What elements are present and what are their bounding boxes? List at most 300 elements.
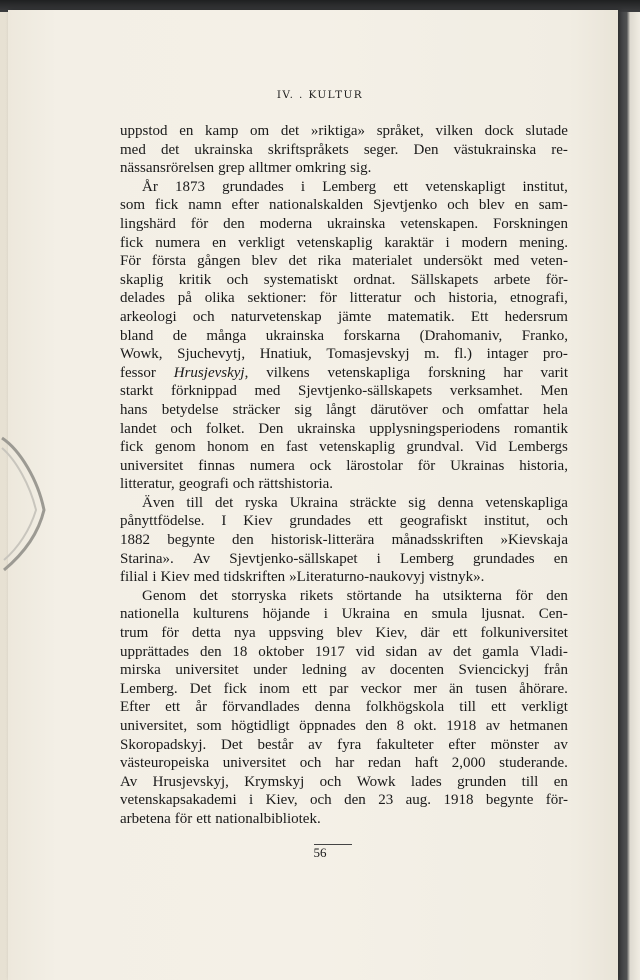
word: Wowk: [356, 773, 396, 790]
text-line: [120, 624, 568, 643]
word: Sjevtjenko-sällskapet: [229, 550, 358, 567]
word: Det: [221, 736, 243, 753]
word: av: [428, 643, 443, 660]
word: historisk-litterära: [271, 532, 375, 549]
body-text: [120, 122, 568, 829]
word: pro-: [542, 346, 568, 363]
word: (Drahomaniv,: [419, 327, 503, 344]
word: blev: [478, 197, 505, 214]
word: inom: [259, 680, 290, 697]
word: moderna: [259, 215, 313, 232]
word: docenten: [389, 662, 445, 679]
word: bland: [120, 327, 154, 344]
text-line: [120, 382, 568, 401]
word: Starina».: [120, 550, 174, 567]
text-line: [120, 178, 568, 197]
word: 8: [396, 718, 405, 734]
word: etnografi,: [510, 290, 568, 307]
word: hela: [542, 401, 568, 418]
word: Ett: [470, 308, 489, 325]
word: varit: [540, 364, 568, 381]
word: vid: [355, 643, 375, 660]
text-line: [120, 401, 568, 420]
word: fick: [120, 234, 144, 251]
word: nationalskalden: [268, 197, 364, 214]
word: rika: [317, 253, 342, 270]
word: pånyttfödelse.: [120, 513, 205, 530]
word: de: [172, 327, 187, 344]
word: år: [195, 699, 207, 716]
word: Ukrainas: [450, 457, 505, 474]
word: institut,: [522, 178, 568, 195]
word: Kiev: [243, 513, 273, 530]
word: ett: [491, 699, 507, 716]
word: starkt: [120, 383, 154, 400]
word: öppnades: [299, 718, 356, 734]
word: 1917: [314, 643, 345, 660]
word: denna: [437, 494, 474, 511]
word: nationella: [120, 606, 180, 623]
word: där: [420, 625, 440, 642]
word: som: [120, 197, 146, 214]
word: Av: [120, 773, 138, 790]
word: genom: [154, 439, 196, 456]
word: tidskriften: [223, 569, 286, 586]
word: »Kievskaja: [500, 532, 568, 549]
word: grep: [218, 160, 245, 177]
word: m.: [424, 346, 440, 363]
word: för: [417, 457, 436, 474]
word: för-: [545, 792, 568, 809]
word: fyra: [337, 736, 362, 753]
word: har: [335, 755, 355, 772]
word: hans: [120, 401, 148, 418]
word: med: [493, 253, 520, 270]
word: olika: [204, 290, 235, 307]
word: och: [414, 290, 436, 307]
word: som: [196, 718, 222, 734]
text-line: [120, 810, 568, 829]
word: till: [186, 494, 204, 511]
word: i: [445, 234, 450, 251]
word: lingshärd: [120, 215, 176, 232]
word: det: [214, 494, 234, 511]
word: sträckte: [349, 494, 397, 511]
word: kulturens: [192, 606, 249, 623]
word: Det: [189, 680, 212, 697]
word: namn: [188, 197, 222, 214]
word: och: [310, 792, 332, 809]
word: slutade: [525, 123, 568, 139]
word: fick: [120, 439, 144, 456]
word: långt: [326, 401, 357, 418]
word: 1918: [443, 792, 474, 809]
word: uppsving: [268, 625, 324, 642]
word: Skoropadskyj.: [120, 736, 207, 753]
page-number: 56: [313, 845, 327, 860]
word: dock: [484, 123, 514, 139]
word: och: [170, 420, 193, 437]
word: folkuniversitet: [480, 625, 568, 642]
word: numera: [155, 234, 201, 251]
word: det: [160, 141, 180, 158]
word: geografi: [178, 476, 229, 493]
word: omkring: [295, 160, 347, 177]
word: Ukraina: [341, 606, 390, 623]
word: och: [447, 197, 469, 214]
word: vetenskapligt: [425, 178, 506, 195]
text-line: [120, 122, 568, 141]
word: blev: [336, 625, 363, 642]
word: Wowk,: [120, 346, 163, 363]
text-line: [120, 773, 568, 792]
word: Kiev,: [265, 792, 298, 809]
text-line: [120, 605, 568, 624]
word: på: [177, 290, 192, 307]
word: om: [250, 123, 270, 139]
word: trum: [120, 625, 149, 642]
word: vetenskapliga: [327, 364, 411, 381]
word: har: [503, 364, 523, 381]
word: universitet: [222, 755, 287, 772]
word: arbetena: [120, 810, 171, 827]
word: Hnatiuk,: [259, 346, 312, 363]
text-line: [120, 531, 568, 550]
word: romantik: [513, 420, 568, 437]
word: ha: [415, 587, 430, 604]
word: Sjuchevytj,: [177, 346, 246, 363]
word: vetenskapliga: [485, 494, 568, 511]
word: grundades: [472, 550, 535, 567]
word: modern: [461, 234, 508, 251]
word: grunden: [457, 773, 507, 790]
text-line: [120, 196, 568, 215]
word: efter: [231, 197, 260, 214]
word: i: [152, 569, 157, 586]
word: geografiskt: [399, 513, 468, 530]
word: för: [190, 215, 209, 232]
word: en: [212, 234, 227, 251]
word: lades: [410, 773, 442, 790]
word: karaktär: [384, 234, 434, 251]
word: i: [376, 550, 381, 567]
word: Sjevtjenko: [373, 197, 438, 214]
word: utsikterna: [442, 587, 502, 604]
word: veckor: [360, 680, 402, 697]
word: och: [299, 755, 322, 772]
book-edge: [618, 0, 640, 980]
word: Hrusjevskyj,: [173, 364, 249, 381]
word: och: [319, 773, 342, 790]
text-line: [120, 141, 568, 160]
word: Efter: [120, 699, 150, 716]
word: under: [253, 662, 288, 679]
word: smula: [431, 606, 468, 623]
word: i: [323, 606, 328, 623]
word: historia,: [519, 457, 568, 474]
word: med: [193, 569, 220, 586]
word: den: [344, 792, 366, 809]
word: därutöver: [370, 401, 428, 418]
word: okt.: [413, 718, 437, 734]
word: 18: [232, 643, 248, 660]
word: Men: [540, 383, 568, 400]
word: Vid: [475, 439, 497, 456]
text-line: [120, 308, 568, 327]
word: alltmer: [248, 160, 292, 177]
running-head: IV. . KULTUR: [276, 89, 364, 101]
word: av: [308, 736, 323, 753]
word: vilkens: [266, 364, 310, 381]
word: sträcker: [232, 401, 281, 418]
word: naturvetenskap: [230, 308, 322, 325]
text-line: [120, 494, 568, 513]
word: fick: [223, 680, 247, 697]
text-line: [120, 215, 568, 234]
word: Cen-: [538, 606, 568, 623]
text-line: [120, 568, 568, 587]
word: numera: [249, 457, 295, 474]
word: hedersrum: [504, 308, 568, 325]
word: ett: [452, 625, 468, 642]
text-line: [120, 717, 568, 736]
word: arbete: [493, 271, 531, 288]
word: en: [403, 606, 418, 623]
word: det: [453, 643, 472, 660]
text-line: [120, 420, 568, 439]
word: forskarna: [343, 327, 401, 344]
text-line: [120, 512, 568, 531]
word: gamla: [482, 643, 519, 660]
word: sidan: [385, 643, 418, 660]
word: detta: [191, 625, 221, 642]
word: Av: [192, 550, 211, 567]
word: Vladi-: [529, 643, 568, 660]
word: med: [254, 383, 281, 400]
word: storryska: [231, 587, 287, 604]
word: folket.: [205, 420, 245, 437]
word: För: [120, 253, 141, 270]
word: Kiev,: [375, 625, 408, 642]
word: rikets: [299, 587, 334, 604]
word: forskning: [427, 364, 486, 381]
word: den: [232, 532, 254, 549]
word: studerande.: [499, 755, 568, 772]
word: sig.: [350, 160, 372, 177]
word: systematiskt: [263, 271, 338, 288]
word: ett: [367, 513, 383, 530]
word: aug.: [405, 792, 432, 809]
text-line: [120, 643, 568, 662]
word: Ukraina: [289, 494, 338, 511]
word: västeuropeiska: [120, 755, 210, 772]
word: än: [449, 680, 464, 697]
word: verksamhet.: [449, 383, 523, 400]
word: honom: [207, 439, 249, 456]
text-line: [120, 364, 568, 383]
word: landet: [120, 420, 157, 437]
word: delades: [120, 290, 165, 307]
word: och: [226, 271, 249, 288]
text-line: [120, 438, 568, 457]
word: till: [459, 699, 476, 716]
word: denna: [314, 699, 351, 716]
word: verkligt: [238, 234, 285, 251]
word: Lemberg: [399, 550, 454, 567]
word: Sällskapets: [410, 271, 479, 288]
word: för: [161, 625, 179, 642]
word: »Literaturno-naukovyj: [289, 569, 425, 586]
word: 23: [378, 792, 394, 809]
word: Franko,: [521, 327, 568, 344]
word: grundades: [222, 178, 284, 195]
word: och: [232, 476, 255, 493]
word: upprättades: [120, 643, 190, 660]
word: det: [288, 253, 307, 270]
word: lärostolar: [346, 457, 403, 474]
word: efter: [448, 736, 476, 753]
word: månadsskriften: [391, 532, 484, 549]
word: Lembergs: [508, 439, 568, 456]
text-line: [120, 680, 568, 699]
word: Krymskyj: [244, 773, 305, 790]
word: begynte: [167, 532, 215, 549]
word: det: [199, 587, 218, 604]
word: åhörare.: [519, 680, 568, 697]
word: mer: [413, 680, 437, 697]
word: sig: [408, 494, 426, 511]
word: universitet: [120, 457, 184, 474]
word: och: [442, 401, 464, 418]
word: ett: [196, 810, 212, 827]
word: blev: [251, 253, 278, 270]
text-line: [120, 661, 568, 680]
word: första: [151, 253, 187, 270]
word: intager: [486, 346, 529, 363]
word: finnas: [198, 457, 235, 474]
word: veten-: [530, 253, 568, 270]
word: nationalbibliotek.: [215, 810, 321, 827]
word: ock: [309, 457, 332, 474]
word: Även: [142, 494, 175, 511]
word: av: [553, 736, 568, 753]
word: med: [120, 141, 146, 158]
word: den: [199, 643, 222, 660]
word: Forskningen: [492, 215, 568, 232]
word: höjande: [262, 606, 310, 623]
word: västukrainska: [453, 141, 537, 158]
word: rättshistoria.: [258, 476, 334, 493]
word: det: [280, 123, 300, 139]
word: betydelse: [161, 401, 219, 418]
word: gången: [197, 253, 241, 270]
word: skriftspråkets: [267, 141, 349, 158]
word: ukrainska: [326, 215, 386, 232]
word: År: [142, 178, 158, 195]
word: verkligt: [521, 699, 568, 716]
word: universitet,: [120, 718, 188, 734]
word: institut,: [484, 513, 530, 530]
word: en: [553, 773, 568, 790]
word: den: [223, 215, 245, 232]
word: fessor: [120, 364, 156, 381]
word: ukrainska: [297, 420, 356, 437]
word: jämte: [337, 308, 372, 325]
word: förvandlades: [222, 699, 300, 716]
word: förknippad: [171, 383, 237, 400]
text-line: [120, 345, 568, 364]
word: Sjevtjenko-sällskapets: [298, 383, 433, 400]
word: fl.): [454, 346, 473, 363]
word: en: [179, 123, 194, 139]
word: av: [361, 662, 376, 679]
text-line: [120, 754, 568, 773]
word: mening.: [519, 234, 568, 251]
word: Den: [413, 141, 439, 158]
word: mirska: [120, 662, 161, 679]
word: folkhögskola: [365, 699, 445, 716]
word: ett: [165, 699, 181, 716]
word: vilken: [435, 123, 473, 139]
word: matematik.: [387, 308, 455, 325]
text-line: [120, 234, 568, 253]
word: nässansrörelsen: [120, 160, 215, 177]
word: vetenskaplig: [319, 439, 395, 456]
text-line: [120, 791, 568, 810]
word: 1882: [120, 532, 150, 549]
word: störtande: [346, 587, 402, 604]
word: uppstod: [120, 123, 168, 139]
word: historia,: [448, 290, 498, 307]
word: Kiev: [160, 569, 190, 586]
word: ryska: [245, 494, 278, 511]
word: upplysningsperiodens: [369, 420, 501, 437]
word: för-: [545, 271, 568, 288]
word: kamp: [205, 123, 239, 139]
word: vistnyk».: [428, 569, 485, 586]
word: Tomasjevskyj: [326, 346, 410, 363]
word: redan: [367, 755, 402, 772]
word: från: [543, 662, 568, 679]
word: tusen: [475, 680, 508, 697]
text-line: [120, 289, 568, 308]
word: omfattar: [477, 401, 529, 418]
word: I: [221, 513, 227, 530]
word: sig: [294, 401, 312, 418]
word: för: [515, 587, 533, 604]
text-line: [120, 252, 568, 271]
word: Genom: [142, 587, 187, 604]
word: i: [300, 178, 306, 195]
word: till: [521, 773, 539, 790]
word: Sviencickyj: [458, 662, 530, 679]
word: vetenskaplig: [296, 234, 373, 251]
word: består: [257, 736, 294, 753]
word: ukrainska: [194, 141, 253, 158]
word: sektioner:: [247, 290, 307, 307]
word: fakulteter: [376, 736, 434, 753]
word: universitet: [175, 662, 239, 679]
word: den: [365, 718, 388, 734]
word: av: [485, 718, 500, 734]
word: många: [206, 327, 247, 344]
word: litteratur,: [120, 476, 175, 493]
word: fick: [154, 197, 179, 214]
word: sam-: [538, 197, 568, 214]
word: skaplig: [120, 271, 164, 288]
word: ukrainska: [265, 327, 325, 344]
word: »riktiga»: [310, 123, 366, 139]
